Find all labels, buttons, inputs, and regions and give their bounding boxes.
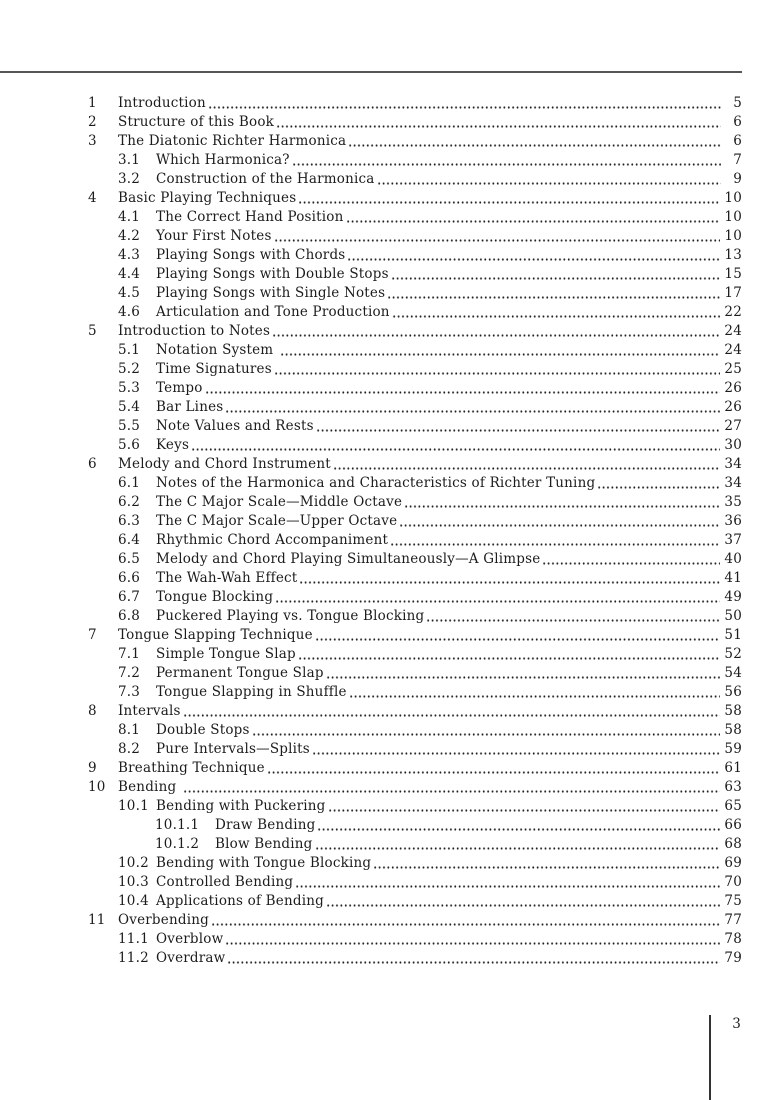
toc-entry: [118, 170, 742, 189]
toc-entry-number: 6.1: [118, 475, 141, 491]
toc-entry-page: 22: [724, 304, 742, 320]
dot-leader: [225, 930, 720, 949]
toc-entry-page: 58: [724, 722, 742, 738]
toc-entry: [118, 797, 742, 816]
toc-entry: [118, 588, 742, 607]
toc-entry-page: 68: [724, 836, 742, 852]
toc-entry: [118, 645, 742, 664]
toc-entry: [118, 474, 742, 493]
toc-entry: [88, 911, 742, 930]
toc-entry-page: 26: [724, 380, 742, 396]
dot-leader: [328, 797, 721, 816]
toc-entry: [118, 683, 742, 702]
toc-entry-number: 7.3: [118, 684, 141, 700]
toc-entry-page: 63: [724, 779, 742, 795]
toc-entry-title: Breathing Technique: [118, 760, 265, 776]
toc-entry: [118, 531, 742, 550]
dot-leader: [295, 873, 720, 892]
toc-entry: [118, 740, 742, 759]
toc-entry-page: 26: [724, 399, 742, 415]
toc-entry-page: 10: [724, 228, 742, 244]
toc-entry: [88, 778, 742, 797]
toc-entry-page: 66: [724, 817, 742, 833]
dot-leader: [267, 759, 721, 778]
toc-entry-title: Simple Tongue Slap: [156, 646, 296, 662]
toc-entry-title: The C Major Scale—Upper Octave: [156, 513, 398, 529]
toc-entry: [118, 303, 742, 322]
toc-entry-number: 4: [88, 190, 97, 206]
toc-entry: [118, 854, 742, 873]
dot-leader: [252, 721, 721, 740]
toc-entry-number: 10.1: [118, 798, 149, 814]
dot-leader: [349, 683, 721, 702]
dot-leader: [315, 626, 721, 645]
toc-entry-number: 10: [88, 779, 106, 795]
toc-entry-title: Melody and Chord Playing Simultaneously—A Glimpse: [156, 551, 541, 567]
toc-entry-number: 6.5: [118, 551, 141, 567]
toc-entry: [88, 626, 742, 645]
toc-entry: [118, 379, 742, 398]
toc-entry: [118, 550, 742, 569]
dot-leader: [597, 474, 720, 493]
header-rule: [0, 71, 742, 73]
toc-entry: [118, 664, 742, 683]
toc-entry-page: 79: [724, 950, 742, 966]
toc-entry-title: Tongue Blocking: [156, 589, 274, 605]
toc-entry: [88, 759, 742, 778]
footer-vertical-rule: [709, 1015, 711, 1100]
toc-entry-number: 6.7: [118, 589, 141, 605]
toc-entry-title: Bending: [118, 779, 181, 795]
dot-leader: [390, 531, 720, 550]
toc-entry-number: 5.5: [118, 418, 141, 434]
toc-entry: [88, 702, 742, 721]
toc-entry-title: Overblow: [156, 931, 224, 947]
dot-leader: [542, 550, 720, 569]
toc-entry-page: 50: [724, 608, 742, 624]
toc-entry-page: 24: [724, 323, 742, 339]
toc-entry-page: 34: [724, 456, 742, 472]
toc-entry-number: 4.3: [118, 247, 141, 263]
dot-leader: [191, 436, 720, 455]
toc-entry-number: 10.3: [118, 874, 149, 890]
toc-entry: [155, 835, 742, 854]
toc-entry-title: Introduction: [118, 95, 206, 111]
toc-entry: [118, 930, 742, 949]
toc-entry-number: 6.6: [118, 570, 141, 586]
toc-entry-page: 65: [724, 798, 742, 814]
toc-entry-number: 7.2: [118, 665, 141, 681]
dot-leader: [183, 702, 721, 721]
dot-leader: [391, 265, 721, 284]
toc-entry-title: The Diatonic Richter Harmonica: [118, 133, 347, 149]
toc-entry-number: 10.1.1: [155, 817, 200, 833]
toc-entry-title: Tongue Slapping Technique: [118, 627, 313, 643]
dot-leader: [326, 664, 721, 683]
toc-entry-page: 36: [724, 513, 742, 529]
toc-entry-page: 9: [733, 171, 742, 187]
toc-entry-number: 10.4: [118, 893, 149, 909]
toc-entry-number: 4.6: [118, 304, 141, 320]
toc-entry-title: Draw Bending: [215, 817, 316, 833]
toc-entry: [118, 569, 742, 588]
toc-entry-title: The C Major Scale—Middle Octave: [156, 494, 403, 510]
toc-entry: [118, 360, 742, 379]
dot-leader: [298, 645, 721, 664]
toc-entry-title: Intervals: [118, 703, 181, 719]
dot-leader: [205, 379, 721, 398]
toc-entry-page: 30: [724, 437, 742, 453]
toc-entry-page: 51: [724, 627, 742, 643]
dot-leader: [274, 360, 721, 379]
toc-entry-number: 8.2: [118, 741, 141, 757]
toc-entry-title: Note Values and Rests: [156, 418, 314, 434]
dot-leader: [312, 740, 721, 759]
toc-entry-title: Basic Playing Techniques: [118, 190, 297, 206]
toc-entry-number: 3: [88, 133, 97, 149]
dot-leader: [373, 854, 720, 873]
toc-entry-number: 5: [88, 323, 97, 339]
toc-entry-number: 8.1: [118, 722, 141, 738]
dot-leader: [333, 455, 721, 474]
toc-entry-number: 5.6: [118, 437, 141, 453]
toc-entry-page: 58: [724, 703, 742, 719]
toc-entry-title: The Correct Hand Position: [156, 209, 344, 225]
toc-entry-title: Playing Songs with Chords: [156, 247, 346, 263]
toc-entry-page: 61: [724, 760, 742, 776]
toc-entry-number: 6.8: [118, 608, 141, 624]
toc-entry: [118, 398, 742, 417]
toc-entry: [118, 265, 742, 284]
toc-entry-page: 54: [724, 665, 742, 681]
dot-leader: [211, 911, 720, 930]
dot-leader: [227, 949, 720, 968]
toc-entry-number: 1: [88, 95, 97, 111]
toc-entry: [118, 512, 742, 531]
toc-entry-number: 6.3: [118, 513, 141, 529]
toc-entry-title: Introduction to Notes: [118, 323, 271, 339]
toc-entry-page: 77: [724, 912, 742, 928]
toc-entry-title: Structure of this Book: [118, 114, 275, 130]
dot-leader: [426, 607, 720, 626]
toc-entry-number: 5.4: [118, 399, 141, 415]
toc-entry-page: 69: [724, 855, 742, 871]
toc-entry-number: 8: [88, 703, 97, 719]
toc-entry: [118, 227, 742, 246]
toc-entry-page: 59: [724, 741, 742, 757]
toc-entry-title: Playing Songs with Double Stops: [156, 266, 389, 282]
toc-entry-title: Controlled Bending: [156, 874, 294, 890]
dot-leader: [387, 284, 720, 303]
toc-entry: [118, 246, 742, 265]
toc-entry-number: 7: [88, 627, 97, 643]
toc-entry: [88, 94, 742, 113]
toc-entry-title: Puckered Playing vs. Tongue Blocking: [156, 608, 425, 624]
toc-entry-title: Bending with Tongue Blocking: [156, 855, 372, 871]
toc-entry: [118, 208, 742, 227]
dot-leader: [348, 132, 721, 151]
toc-entry-page: 56: [724, 684, 742, 700]
toc-entry-page: 75: [724, 893, 742, 909]
dot-leader: [377, 170, 721, 189]
toc-entry: [88, 113, 742, 132]
toc-entry-number: 2: [88, 114, 97, 130]
toc-entry: [118, 873, 742, 892]
toc-entry-page: 24: [724, 342, 742, 358]
dot-leader: [347, 246, 720, 265]
toc-entry-number: 10.2: [118, 855, 149, 871]
toc-entry-page: 7: [733, 152, 742, 168]
toc-entry-page: 6: [733, 133, 742, 149]
toc-entry-page: 37: [724, 532, 742, 548]
toc-entry-page: 27: [724, 418, 742, 434]
toc-entry-title: Bar Lines: [156, 399, 224, 415]
toc-entry-title: Tempo: [156, 380, 203, 396]
dot-leader: [208, 94, 721, 113]
toc-entry-title: Construction of the Harmonica: [156, 171, 375, 187]
toc-entry-title: The Wah-Wah Effect: [156, 570, 298, 586]
toc-entry: [88, 322, 742, 341]
toc-entry-number: 5.1: [118, 342, 141, 358]
toc-entry: [118, 607, 742, 626]
dot-leader: [315, 835, 721, 854]
toc-entry-page: 6: [733, 114, 742, 130]
toc-entry-page: 34: [724, 475, 742, 491]
toc-entry-number: 10.1.2: [155, 836, 200, 852]
dot-leader: [317, 816, 720, 835]
dot-leader: [272, 322, 720, 341]
toc-entry: [118, 436, 742, 455]
toc-entry: [88, 189, 742, 208]
toc-entry-title: Tongue Slapping in Shuffle: [156, 684, 347, 700]
toc-entry-title: Keys: [156, 437, 190, 453]
toc-entry: [118, 721, 742, 740]
toc-entry-title: Melody and Chord Instrument: [118, 456, 331, 472]
toc-entry-page: 40: [724, 551, 742, 567]
toc-entry-title: Pure Intervals—Splits: [156, 741, 310, 757]
toc-entry-title: Playing Songs with Single Notes: [156, 285, 386, 301]
toc-entry-title: Blow Bending: [215, 836, 313, 852]
dot-leader: [316, 417, 721, 436]
toc-entry: [118, 284, 742, 303]
toc-entry-title: Double Stops: [156, 722, 250, 738]
dot-leader: [404, 493, 720, 512]
toc-entry-number: 4.4: [118, 266, 141, 282]
toc-entry-title: Overbending: [118, 912, 209, 928]
toc-entry-title: Time Signatures: [156, 361, 272, 377]
toc-entry: [118, 341, 742, 360]
toc-entry-page: 78: [724, 931, 742, 947]
toc-entry-number: 3.1: [118, 152, 141, 168]
toc-entry-page: 17: [724, 285, 742, 301]
dot-leader: [392, 303, 721, 322]
toc-entry-page: 5: [733, 95, 742, 111]
toc-entry-number: 9: [88, 760, 97, 776]
toc-entry: [118, 151, 742, 170]
dot-leader: [225, 398, 720, 417]
toc-entry-title: Overdraw: [156, 950, 226, 966]
toc-entry: [88, 455, 742, 474]
toc-entry-title: Notes of the Harmonica and Characteristics of Richter Tuning: [156, 475, 596, 491]
toc-entry-page: 41: [724, 570, 742, 586]
toc-entry-title: Which Harmonica?: [156, 152, 290, 168]
toc-entry-title: Rhythmic Chord Accompaniment: [156, 532, 389, 548]
dot-leader: [292, 151, 721, 170]
toc-entry-number: 7.1: [118, 646, 141, 662]
toc-entry-title: Your First Notes: [156, 228, 272, 244]
toc-entry-page: 25: [724, 361, 742, 377]
toc-entry-number: 6: [88, 456, 97, 472]
toc-entry-number: 3.2: [118, 171, 141, 187]
dot-leader: [326, 892, 720, 911]
dot-leader: [399, 512, 720, 531]
dot-leader: [276, 113, 721, 132]
toc-entry-title: Applications of Bending: [156, 893, 324, 909]
toc-entry: [118, 949, 742, 968]
toc-entry-number: 11.2: [118, 950, 149, 966]
dot-leader: [299, 569, 720, 588]
page-number: 3: [732, 1016, 741, 1032]
toc-entry-number: 5.2: [118, 361, 141, 377]
toc-entry: [88, 132, 742, 151]
toc-entry-number: 6.2: [118, 494, 141, 510]
toc-entry-title: Bending with Puckering: [156, 798, 326, 814]
toc-entry-number: 4.1: [118, 209, 141, 225]
dot-leader: [280, 341, 721, 360]
dot-leader: [183, 778, 721, 797]
dot-leader: [274, 227, 721, 246]
toc-entry-title: Permanent Tongue Slap: [156, 665, 324, 681]
toc-entry-page: 15: [724, 266, 742, 282]
toc-entry: [118, 493, 742, 512]
toc-entry-title: Articulation and Tone Production: [156, 304, 390, 320]
dot-leader: [298, 189, 720, 208]
dot-leader: [275, 588, 720, 607]
toc-entry: [118, 417, 742, 436]
toc-entry-number: 11.1: [118, 931, 149, 947]
toc-entry: [155, 816, 742, 835]
toc-entry-page: 10: [724, 190, 742, 206]
toc-entry: [118, 892, 742, 911]
toc-entry-number: 6.4: [118, 532, 141, 548]
toc-entry-number: 4.5: [118, 285, 141, 301]
toc-entry-page: 70: [724, 874, 742, 890]
table-of-contents: [88, 94, 742, 968]
toc-entry-page: 35: [724, 494, 742, 510]
toc-entry-number: 5.3: [118, 380, 141, 396]
toc-entry-page: 10: [724, 209, 742, 225]
toc-entry-page: 13: [724, 247, 742, 263]
toc-entry-number: 4.2: [118, 228, 141, 244]
toc-entry-number: 11: [88, 912, 106, 928]
toc-entry-page: 49: [724, 589, 742, 605]
toc-entry-page: 52: [724, 646, 742, 662]
dot-leader: [346, 208, 721, 227]
toc-entry-title: Notation System: [156, 342, 278, 358]
